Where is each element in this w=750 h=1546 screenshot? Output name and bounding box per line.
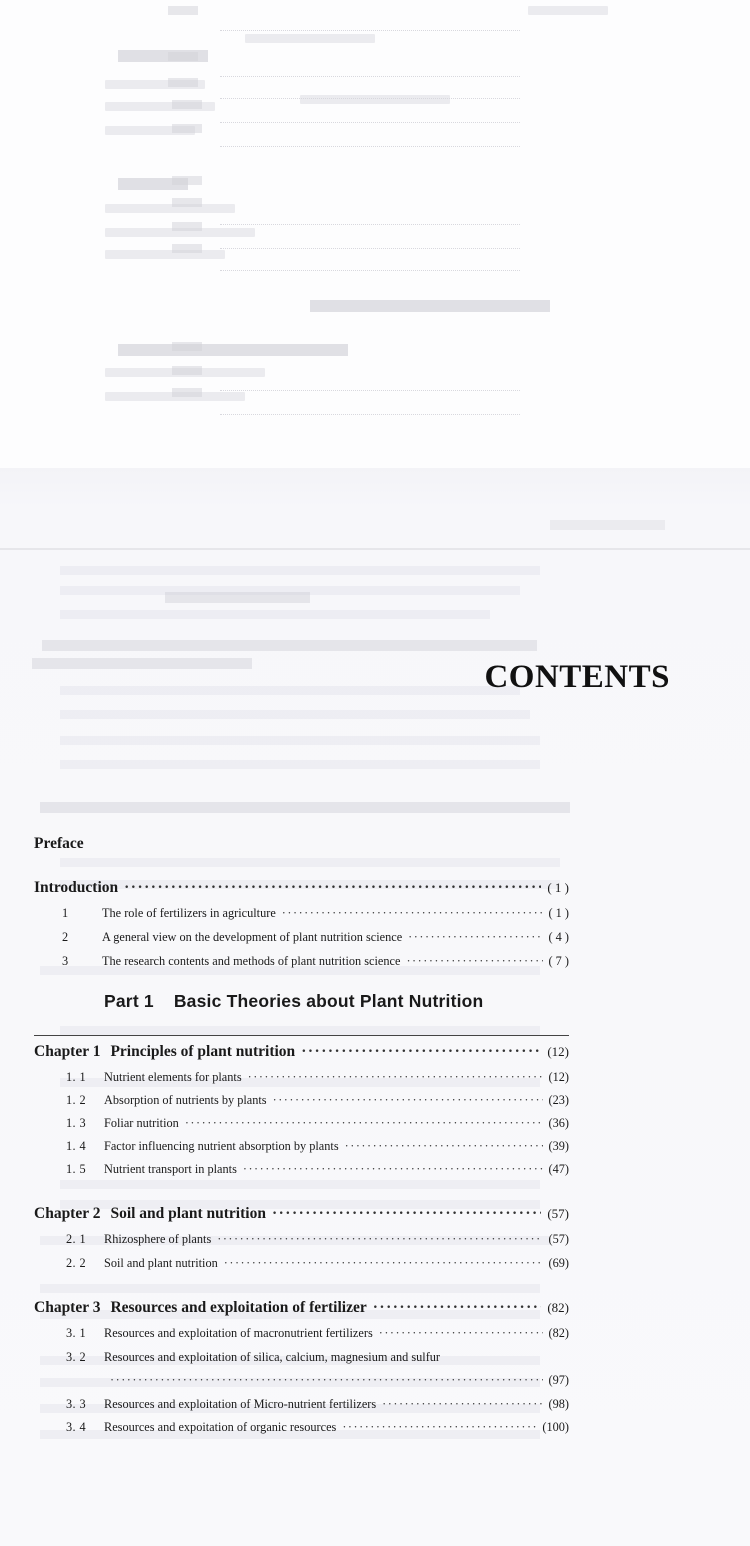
- chapter-label: Chapter 2: [34, 1205, 101, 1222]
- toc-preface[interactable]: [34, 835, 569, 853]
- toc-intro-item[interactable]: [62, 930, 569, 945]
- page-number: (57): [548, 1232, 569, 1246]
- part-title: Basic Theories about Plant Nutrition: [173, 991, 484, 1011]
- toc-section[interactable]: [66, 1070, 569, 1085]
- item-number: 1: [62, 906, 69, 920]
- page-number: (69): [548, 1256, 569, 1270]
- section-number: 3. 4: [66, 1420, 87, 1434]
- page-number: (39): [548, 1139, 569, 1153]
- page-number: (23): [548, 1093, 569, 1107]
- chapter-title: Soil and plant nutrition: [110, 1205, 266, 1222]
- preface-label: Preface: [34, 835, 84, 852]
- page-number: (47): [548, 1162, 569, 1176]
- item-title: The role of fertilizers in agriculture: [102, 906, 276, 920]
- page-number: (100): [542, 1420, 569, 1434]
- leader-dots: [345, 1139, 543, 1154]
- section-number: 2. 1: [66, 1232, 87, 1246]
- introduction-label: Introduction: [34, 879, 119, 896]
- section-number: 3. 3: [66, 1397, 87, 1411]
- toc-intro-item[interactable]: [62, 954, 569, 969]
- section-title: Resources and exploitation of macronutrient fertilizers: [104, 1326, 373, 1340]
- section-title: Resources and expoitation of organic resources: [104, 1420, 337, 1434]
- leader-dots: [373, 1299, 542, 1317]
- leader-dots: [342, 1420, 536, 1435]
- leader-dots: [301, 1043, 541, 1061]
- page-number: (82): [548, 1326, 569, 1340]
- toc-section[interactable]: [66, 1232, 569, 1247]
- page-number: (97): [548, 1373, 569, 1387]
- page-number: (12): [547, 1044, 569, 1059]
- leader-dots: [408, 930, 542, 945]
- leader-dots: [185, 1116, 543, 1131]
- section-title: Factor influencing nutrient absorption by plants: [104, 1139, 339, 1153]
- page-number: (57): [547, 1206, 569, 1221]
- toc-section[interactable]: [66, 1420, 569, 1435]
- toc-section[interactable]: [66, 1350, 569, 1365]
- section-title: Resources and exploitation of Micro-nutrient fertilizers: [104, 1397, 377, 1411]
- leader-dots: [243, 1162, 543, 1177]
- previous-page-ghost: [0, 0, 750, 468]
- section-title: Nutrient elements for plants: [104, 1070, 242, 1084]
- part-heading: [104, 991, 483, 1012]
- leader-dots: [248, 1070, 543, 1085]
- leader-dots: [282, 906, 543, 921]
- section-title: Foliar nutrition: [104, 1116, 179, 1130]
- item-title: A general view on the development of plant nutrition science: [102, 930, 403, 944]
- page-number: (82): [547, 1300, 569, 1315]
- toc-section-continuation[interactable]: [66, 1373, 569, 1388]
- toc-chapter-2[interactable]: [34, 1205, 569, 1223]
- page-number: ( 4 ): [548, 930, 569, 944]
- leader-dots: [379, 1326, 543, 1341]
- leader-dots: [217, 1232, 542, 1247]
- toc-section[interactable]: [66, 1397, 569, 1412]
- toc-section[interactable]: [66, 1326, 569, 1341]
- page-number: (36): [548, 1116, 569, 1130]
- section-number: 2. 2: [66, 1256, 87, 1270]
- section-number: 3. 2: [66, 1350, 87, 1364]
- page-number: ( 1 ): [548, 906, 569, 920]
- section-number: 1. 2: [66, 1093, 87, 1107]
- toc-section[interactable]: [66, 1162, 569, 1177]
- part-rule: [34, 1035, 569, 1036]
- section-title: Soil and plant nutrition: [104, 1256, 218, 1270]
- section-number: 1. 5: [66, 1162, 87, 1176]
- item-title: The research contents and methods of plant nutrition science: [102, 954, 401, 968]
- leader-dots: [124, 879, 541, 897]
- part-label: Part 1: [104, 991, 154, 1011]
- toc-section[interactable]: [66, 1139, 569, 1154]
- chapter-title: Resources and exploitation of fertilizer: [110, 1299, 367, 1316]
- leader-dots: [382, 1397, 542, 1412]
- section-title: Rhizosphere of plants: [104, 1232, 212, 1246]
- toc-chapter-1[interactable]: [34, 1043, 569, 1061]
- page-number: (12): [548, 1070, 569, 1084]
- page-number: (98): [548, 1397, 569, 1411]
- toc-introduction[interactable]: [34, 879, 569, 897]
- page-number: ( 7 ): [548, 954, 569, 968]
- section-number: 1. 4: [66, 1139, 87, 1153]
- toc-chapter-3[interactable]: [34, 1299, 569, 1317]
- item-number: 2: [62, 930, 69, 944]
- section-title: Nutrient transport in plants: [104, 1162, 237, 1176]
- chapter-label: Chapter 1: [34, 1043, 101, 1060]
- section-number: 1. 1: [66, 1070, 87, 1084]
- leader-dots: [406, 954, 542, 969]
- toc-section[interactable]: [66, 1116, 569, 1131]
- toc-intro-item[interactable]: [62, 906, 569, 921]
- page-number: ( 1 ): [547, 880, 569, 895]
- chapter-label: Chapter 3: [34, 1299, 101, 1316]
- running-header: [550, 520, 665, 530]
- contents-heading: CONTENTS: [484, 659, 670, 695]
- section-number: 3. 1: [66, 1326, 87, 1340]
- toc-section[interactable]: [66, 1256, 569, 1271]
- section-number: 1. 3: [66, 1116, 87, 1130]
- leader-dots: [110, 1373, 543, 1388]
- leader-dots: [224, 1256, 543, 1271]
- toc-section[interactable]: [66, 1093, 569, 1108]
- leader-dots: [272, 1205, 541, 1223]
- header-rule: [0, 548, 750, 550]
- chapter-title: Principles of plant nutrition: [110, 1043, 296, 1060]
- item-number: 3: [62, 954, 69, 968]
- section-title: Absorption of nutrients by plants: [104, 1093, 267, 1107]
- leader-dots: [273, 1093, 543, 1108]
- section-title: Resources and exploitation of silica, calcium, magnesium and sulfur: [104, 1350, 441, 1364]
